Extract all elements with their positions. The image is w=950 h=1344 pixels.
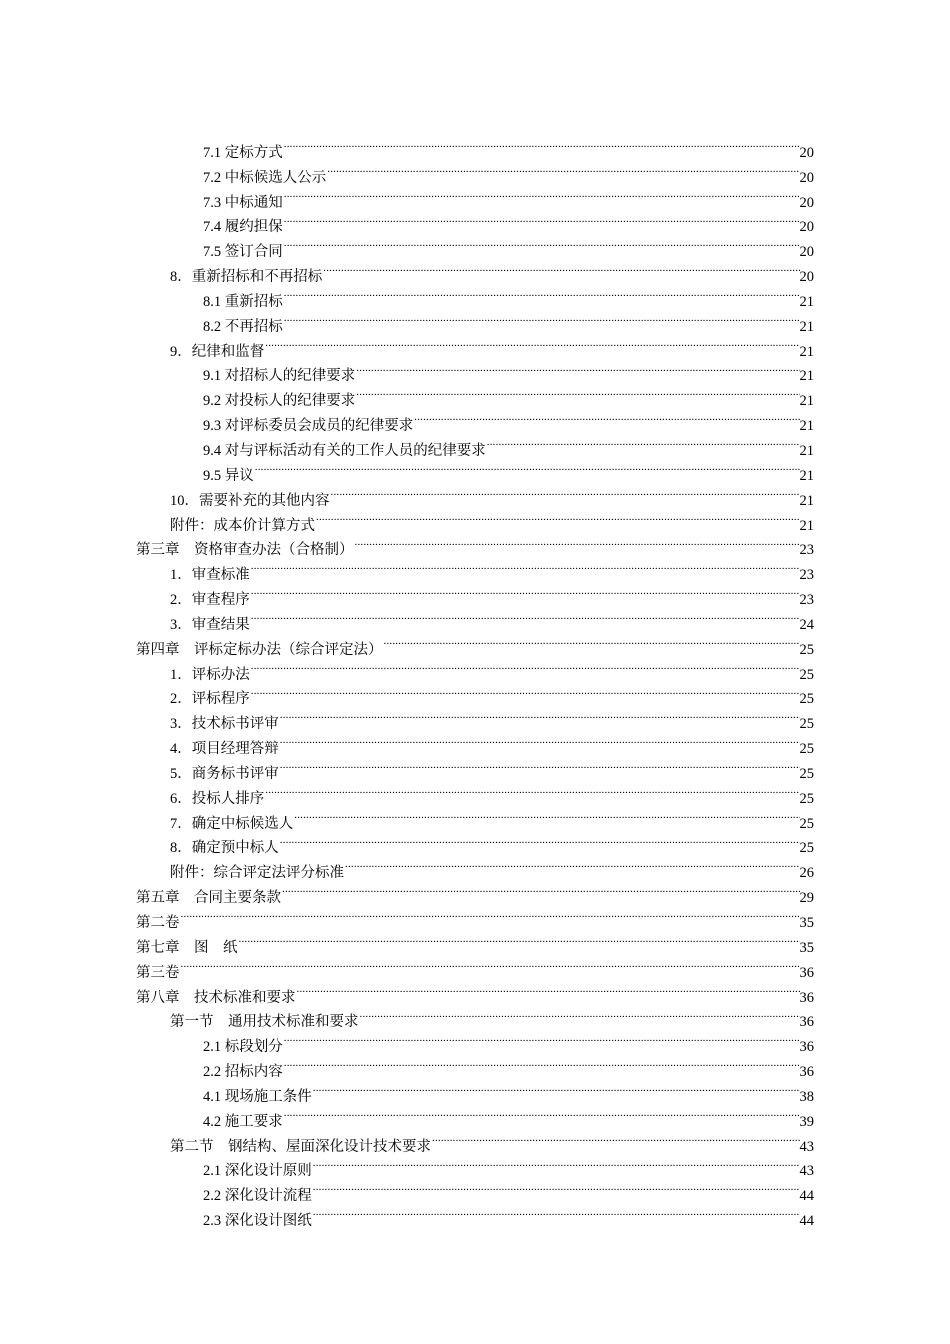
toc-dot-leader — [413, 405, 799, 430]
toc-dot-leader — [279, 753, 800, 778]
toc-entry-title: 4.2 施工要求 — [203, 1113, 283, 1130]
toc-entry-page-number: 35 — [799, 939, 814, 956]
toc-entry-page-number: 20 — [799, 219, 814, 236]
toc-entry-title: 9.3 对评标委员会成员的纪律要求 — [203, 418, 414, 435]
toc-entry-title: 2.1 标段划分 — [203, 1039, 283, 1056]
toc-entry-title: 9.5 异议 — [203, 467, 254, 484]
toc-entry-page-number: 36 — [799, 1014, 814, 1031]
toc-entry-page-number: 20 — [799, 144, 814, 161]
toc-dot-leader — [355, 380, 799, 405]
toc-entry-title: 2.1 深化设计原则 — [203, 1163, 312, 1180]
toc-dot-leader — [330, 480, 800, 505]
toc-entry-title: 8.1 重新招标 — [203, 293, 283, 310]
toc-entry-page-number: 43 — [799, 1138, 814, 1155]
toc-entry-title: 9.2 对投标人的纪律要求 — [203, 393, 356, 410]
toc-entry-title: 7.4 履约担保 — [203, 219, 283, 236]
toc-entry-title: 10．需要补充的其他内容 — [170, 492, 330, 509]
toc-entry-page-number: 21 — [799, 343, 814, 360]
toc-entry-title: 4．项目经理答辩 — [170, 741, 279, 758]
toc-dot-leader — [264, 778, 799, 803]
toc-entry-page-number: 39 — [799, 1113, 814, 1130]
toc-entry-page-number: 21 — [799, 492, 814, 509]
toc-entry-page-number: 21 — [799, 393, 814, 410]
toc-entry-title: 6．投标人排序 — [170, 790, 265, 807]
toc-dot-leader — [279, 703, 800, 728]
toc-entry-page-number: 21 — [799, 318, 814, 335]
toc-entry-page-number: 20 — [799, 244, 814, 261]
toc-entry-page-number: 26 — [799, 865, 814, 882]
toc-dot-leader — [250, 579, 800, 604]
toc-entry-title: 2.2 深化设计流程 — [203, 1188, 312, 1205]
toc-dot-leader — [283, 281, 800, 306]
toc-entry-page-number: 25 — [799, 741, 814, 758]
toc-entry-page-number: 29 — [799, 890, 814, 907]
toc-dot-leader — [283, 1101, 800, 1126]
toc-entry-page-number: 36 — [799, 964, 814, 981]
toc-entry-title: 7.2 中标候选人公示 — [203, 169, 327, 186]
toc-dot-leader — [250, 604, 800, 629]
toc-entry-page-number: 36 — [799, 1039, 814, 1056]
toc-dot-leader — [312, 1175, 800, 1200]
toc-entry-title: 附件：成本价计算方式 — [170, 517, 315, 534]
toc-entry-title: 9．纪律和监督 — [170, 343, 265, 360]
toc-entry-title: 第七章 图 纸 — [136, 939, 238, 956]
toc-dot-leader — [254, 455, 800, 480]
toc-entry-page-number: 25 — [799, 666, 814, 683]
toc-entry-title: 3．审查结果 — [170, 616, 250, 633]
toc-entry-title: 第三卷 — [136, 964, 180, 981]
toc-entry-title: 7.1 定标方式 — [203, 144, 283, 161]
toc-dot-leader — [279, 828, 800, 853]
toc-dot-leader — [283, 1051, 800, 1076]
toc-dot-leader — [312, 1076, 800, 1101]
toc-entry-title: 第一节 通用技术标准和要求 — [170, 1014, 359, 1031]
toc-entry-page-number: 25 — [799, 765, 814, 782]
toc-dot-leader — [293, 803, 799, 828]
toc-dot-leader — [283, 207, 800, 232]
toc-dot-leader — [431, 1126, 800, 1151]
toc-entry-title: 8．重新招标和不再招标 — [170, 269, 323, 286]
toc-entry-title: 2．审查程序 — [170, 592, 250, 609]
toc-entry-title: 4.1 现场施工条件 — [203, 1088, 312, 1105]
toc-dot-leader — [250, 654, 800, 679]
toc-dot-leader — [283, 306, 800, 331]
toc-entry-title: 5．商务标书评审 — [170, 765, 279, 782]
toc-entry-page-number: 24 — [799, 616, 814, 633]
toc-entry[interactable] — [136, 952, 814, 981]
toc-dot-leader — [354, 530, 800, 555]
toc-entry-title: 第三章 资格审查办法（合格制） — [136, 542, 354, 559]
toc-entry-title: 1．评标办法 — [170, 666, 250, 683]
toc-entry-page-number: 25 — [799, 691, 814, 708]
toc-entry-page-number: 21 — [799, 442, 814, 459]
toc-entry-page-number: 23 — [799, 542, 814, 559]
toc-entry-title: 8.2 不再招标 — [203, 318, 283, 335]
toc-dot-leader — [180, 902, 800, 927]
toc-dot-leader — [283, 132, 800, 157]
toc-dot-leader — [283, 1026, 800, 1051]
toc-entry-page-number: 36 — [799, 989, 814, 1006]
toc-entry-title: 第五章 合同主要条款 — [136, 890, 281, 907]
toc-dot-leader — [344, 852, 800, 877]
toc-dot-leader — [250, 554, 800, 579]
toc-entry-title: 7.5 签订合同 — [203, 244, 283, 261]
toc-entry-title: 3．技术标书评审 — [170, 716, 279, 733]
toc-dot-leader — [322, 256, 799, 281]
toc-entry-page-number: 21 — [799, 418, 814, 435]
toc-entry-title: 7．确定中标候选人 — [170, 815, 294, 832]
toc-entry-title: 2．评标程序 — [170, 691, 250, 708]
toc-entry-page-number: 20 — [799, 169, 814, 186]
toc-entry[interactable] — [136, 902, 814, 931]
toc-dot-leader — [486, 430, 800, 455]
toc-entry-page-number: 25 — [799, 790, 814, 807]
toc-dot-leader — [238, 927, 800, 952]
toc-entry-page-number: 20 — [799, 194, 814, 211]
toc-dot-leader — [383, 629, 800, 654]
table-of-contents — [136, 132, 814, 1230]
toc-entry-page-number: 23 — [799, 592, 814, 609]
toc-entry-page-number: 44 — [799, 1188, 814, 1205]
toc-entry-page-number: 36 — [799, 1064, 814, 1081]
toc-entry-title: 第二节 钢结构、屋面深化设计技术要求 — [170, 1138, 431, 1155]
toc-entry-title: 附件：综合评定法评分标准 — [170, 865, 344, 882]
toc-dot-leader — [283, 182, 800, 207]
toc-dot-leader — [281, 877, 800, 902]
toc-dot-leader — [264, 331, 799, 356]
toc-dot-leader — [312, 1151, 800, 1176]
toc-entry-title: 9.1 对招标人的纪律要求 — [203, 368, 356, 385]
toc-entry-page-number: 25 — [799, 716, 814, 733]
toc-dot-leader — [326, 157, 799, 182]
toc-entry-title: 第四章 评标定标办法（综合评定法） — [136, 641, 383, 658]
toc-entry[interactable] — [136, 927, 814, 956]
toc-dot-leader — [279, 728, 800, 753]
toc-entry-page-number: 21 — [799, 467, 814, 484]
toc-entry-page-number: 44 — [799, 1213, 814, 1230]
toc-entry-page-number: 21 — [799, 368, 814, 385]
toc-entry-page-number: 43 — [799, 1163, 814, 1180]
toc-dot-leader — [296, 977, 800, 1002]
toc-entry-title: 9.4 对与评标活动有关的工作人员的纪律要求 — [203, 442, 486, 459]
toc-entry-page-number: 38 — [799, 1088, 814, 1105]
toc-entry-page-number: 25 — [799, 840, 814, 857]
toc-entry-page-number: 20 — [799, 269, 814, 286]
toc-dot-leader — [283, 231, 800, 256]
toc-entry-title: 1．审查标准 — [170, 567, 250, 584]
toc-dot-leader — [315, 505, 800, 530]
toc-dot-leader — [180, 952, 800, 977]
toc-entry-page-number: 21 — [799, 517, 814, 534]
toc-entry-title: 第八章 技术标准和要求 — [136, 989, 296, 1006]
toc-entry-page-number: 25 — [799, 641, 814, 658]
toc-entry-title: 2.3 深化设计图纸 — [203, 1213, 312, 1230]
toc-entry[interactable] — [136, 977, 814, 1006]
toc-dot-leader — [312, 1200, 800, 1225]
toc-entry-title: 7.3 中标通知 — [203, 194, 283, 211]
toc-entry[interactable] — [136, 132, 814, 161]
toc-entry-page-number: 21 — [799, 293, 814, 310]
toc-entry-page-number: 25 — [799, 815, 814, 832]
toc-dot-leader — [359, 1002, 800, 1027]
toc-entry-page-number: 23 — [799, 567, 814, 584]
toc-dot-leader — [250, 679, 800, 704]
toc-dot-leader — [355, 356, 799, 381]
toc-entry-title: 8．确定预中标人 — [170, 840, 279, 857]
toc-entry-title: 第二卷 — [136, 915, 180, 931]
toc-entry-title: 2.2 招标内容 — [203, 1064, 283, 1081]
toc-entry-page-number: 35 — [799, 915, 814, 931]
